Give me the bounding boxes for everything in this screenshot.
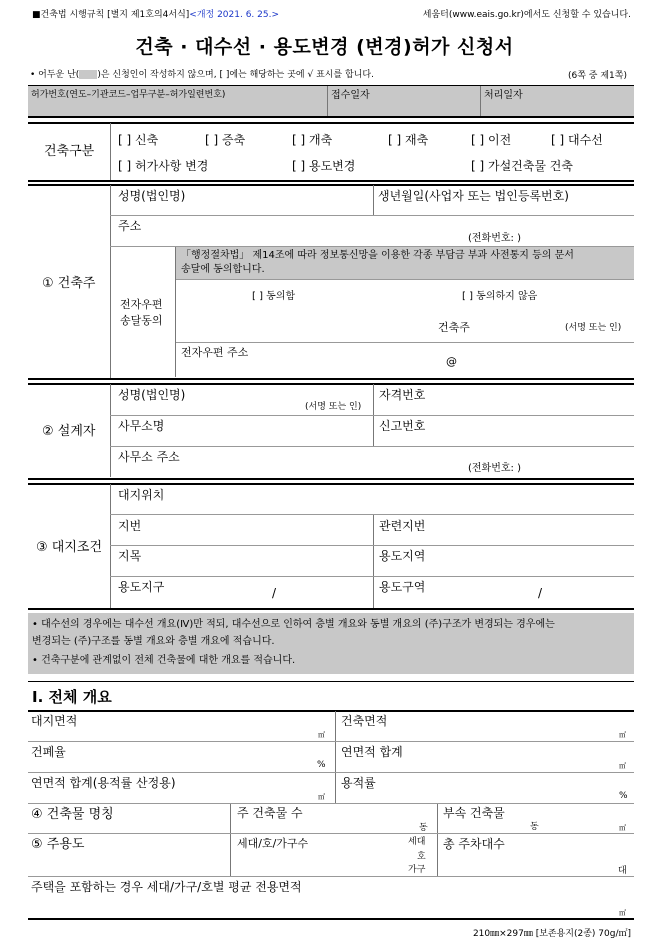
site-section-label: ③ 대지조건 bbox=[36, 540, 103, 555]
designer-phone-field[interactable]: (전화번호: ) bbox=[468, 463, 521, 474]
main-building-unit: 동 bbox=[419, 823, 428, 833]
building-name-field[interactable]: ④ 건축물 명칭 bbox=[31, 807, 114, 822]
parking-unit: 대 bbox=[618, 866, 627, 876]
building-area-field[interactable]: 건축면적 bbox=[341, 714, 388, 728]
email-consent-label-1: 전자우편 bbox=[120, 298, 163, 311]
floor-area-ratio-field[interactable]: 용적률 bbox=[341, 776, 376, 790]
owner-birth-field[interactable]: 생년월일(사업자 또는 법인등록번호) bbox=[378, 189, 569, 203]
note-line-3: • 건축구분에 관계없이 전체 건축물에 대한 개요를 적습니다. bbox=[32, 655, 296, 666]
paper-spec: 210㎜×297㎜ [보존용지(2종) 70g/㎡] bbox=[472, 929, 631, 939]
coverage-ratio-unit: % bbox=[317, 760, 326, 770]
designer-office-address-field[interactable]: 사무소 주소 bbox=[118, 450, 180, 464]
site-area-unit: ㎡ bbox=[318, 731, 325, 739]
law-reference: ■건축법 시행규칙 [별지 제1호의4서식]<개정 2021. 6. 25.> bbox=[32, 10, 279, 20]
annex-building-area-unit: ㎡ bbox=[619, 824, 626, 832]
option-major-repair[interactable]: [ ] 대수선 bbox=[551, 133, 603, 147]
consent-notice-line-2: 송달에 동의합니다. bbox=[181, 264, 265, 275]
main-use-field[interactable]: ⑤ 주용도 bbox=[31, 837, 85, 852]
option-new-build[interactable]: [ ] 신축 bbox=[118, 133, 159, 147]
overview-section-title: Ⅰ. 전체 개요 bbox=[32, 688, 112, 706]
annex-building-field[interactable]: 부속 건축물 bbox=[443, 806, 505, 820]
coverage-ratio-field[interactable]: 건폐율 bbox=[31, 745, 66, 759]
option-temporary-building[interactable]: [ ] 가설건축물 건축 bbox=[471, 159, 573, 173]
owner-phone-field[interactable]: (전화번호: ) bbox=[468, 233, 521, 244]
use-district-slash: / bbox=[272, 586, 277, 600]
floor-area-ratio-unit: % bbox=[619, 791, 628, 801]
form-title: 건축 · 대수선 · 용도변경 (변경)허가 신청서 bbox=[135, 36, 514, 58]
designer-signature-field[interactable]: (서명 또는 인) bbox=[305, 402, 362, 412]
household-unit-gagu: 가구 bbox=[408, 865, 426, 875]
page-info: (6쪽 중 제1쪽) bbox=[568, 71, 627, 81]
category-label: 건축구분 bbox=[44, 144, 95, 159]
floor-area-for-ratio-field[interactable]: 연면적 합계(용적률 산정용) bbox=[31, 776, 176, 790]
use-area-field[interactable]: 용도지역 bbox=[379, 549, 426, 563]
designer-report-number-field[interactable]: 신고번호 bbox=[379, 419, 426, 433]
email-consent-label-2: 송달동의 bbox=[120, 314, 163, 327]
consent-notice-line-1: 「행정절차법」 제14조에 따라 정보통신망을 이용한 각종 부담금 부과 사전통지 등의 문서 bbox=[181, 250, 574, 261]
owner-signer-label: 건축주 bbox=[438, 321, 470, 334]
designer-office-field[interactable]: 사무소명 bbox=[118, 419, 165, 433]
permit-number-field: 허가번호(연도–기관코드–업무구분–허가일련번호) bbox=[31, 90, 226, 100]
designer-license-field[interactable]: 자격번호 bbox=[379, 388, 426, 402]
owner-name-field[interactable]: 성명(법인명) bbox=[118, 189, 186, 203]
household-unit-ho: 호 bbox=[417, 852, 426, 862]
related-lot-field[interactable]: 관련지번 bbox=[379, 519, 426, 533]
main-building-count-field[interactable]: 주 건축물 수 bbox=[237, 806, 303, 820]
email-address-field[interactable]: 전자우편 주소 bbox=[181, 346, 249, 359]
shaded-swatch bbox=[79, 70, 97, 79]
floor-area-for-ratio-unit: ㎡ bbox=[318, 793, 325, 801]
use-zone-field[interactable]: 용도구역 bbox=[379, 580, 426, 594]
designer-name-field[interactable]: 성명(법인명) bbox=[118, 388, 186, 402]
annex-building-unit: 동 bbox=[530, 822, 539, 832]
note-line-2: 변경되는 (주)구조를 동별 개요와 층별 개요에 적습니다. bbox=[32, 636, 275, 647]
consent-agree-checkbox[interactable]: [ ] 동의함 bbox=[252, 291, 296, 302]
option-permit-change[interactable]: [ ] 허가사항 변경 bbox=[118, 159, 209, 173]
consent-disagree-checkbox[interactable]: [ ] 동의하지 않음 bbox=[462, 291, 538, 302]
option-extension[interactable]: [ ] 증축 bbox=[205, 133, 246, 147]
owner-section-label: ① 건축주 bbox=[42, 276, 96, 291]
total-floor-area-field[interactable]: 연면적 합계 bbox=[341, 745, 403, 759]
household-unit-sedae: 세대 bbox=[408, 837, 426, 847]
lot-number-field[interactable]: 지번 bbox=[118, 519, 142, 533]
email-at-sign: @ bbox=[446, 355, 457, 368]
use-zone-slash: / bbox=[538, 586, 543, 600]
online-application-note: 세움터(www.eais.go.kr)에서도 신청할 수 있습니다. bbox=[422, 10, 631, 20]
use-district-field[interactable]: 용도지구 bbox=[118, 580, 165, 594]
instructions: • 어두운 난( )은 신청인이 작성하지 않으며, [ ]에는 해당하는 곳에 √ 표시를 합니다. bbox=[30, 70, 374, 80]
site-area-field[interactable]: 대지면적 bbox=[31, 714, 78, 728]
option-reconstruct[interactable]: [ ] 재축 bbox=[388, 133, 429, 147]
owner-address-field[interactable]: 주소 bbox=[118, 219, 142, 233]
option-relocate[interactable]: [ ] 이전 bbox=[471, 133, 512, 147]
average-exclusive-area-unit: ㎡ bbox=[619, 909, 626, 917]
household-count-field[interactable]: 세대/호/가구수 bbox=[237, 837, 309, 850]
total-floor-area-unit: ㎡ bbox=[619, 762, 626, 770]
land-category-field[interactable]: 지목 bbox=[118, 549, 142, 563]
building-area-unit: ㎡ bbox=[619, 731, 626, 739]
site-location-field[interactable]: 대지위치 bbox=[118, 488, 165, 502]
receipt-date-field: 접수일자 bbox=[331, 90, 370, 101]
revision-date: <개정 2021. 6. 25.> bbox=[189, 10, 279, 20]
note-line-1: • 대수선의 경우에는 대수선 개요(Ⅳ)만 적되, 대수선으로 인하여 층별 개요와 동별 개요의 (주)구조가 변경되는 경우에는 bbox=[32, 619, 555, 630]
owner-signature-field[interactable]: (서명 또는 인) bbox=[565, 323, 622, 333]
option-use-change[interactable]: [ ] 용도변경 bbox=[292, 159, 356, 173]
designer-section-label: ② 설계자 bbox=[42, 424, 96, 439]
process-date-field: 처리일자 bbox=[484, 90, 523, 101]
average-exclusive-area-field[interactable]: 주택을 포함하는 경우 세대/가구/호별 평균 전용면적 bbox=[31, 880, 302, 894]
total-parking-field[interactable]: 총 주차대수 bbox=[443, 837, 505, 851]
option-rebuild[interactable]: [ ] 개축 bbox=[292, 133, 333, 147]
